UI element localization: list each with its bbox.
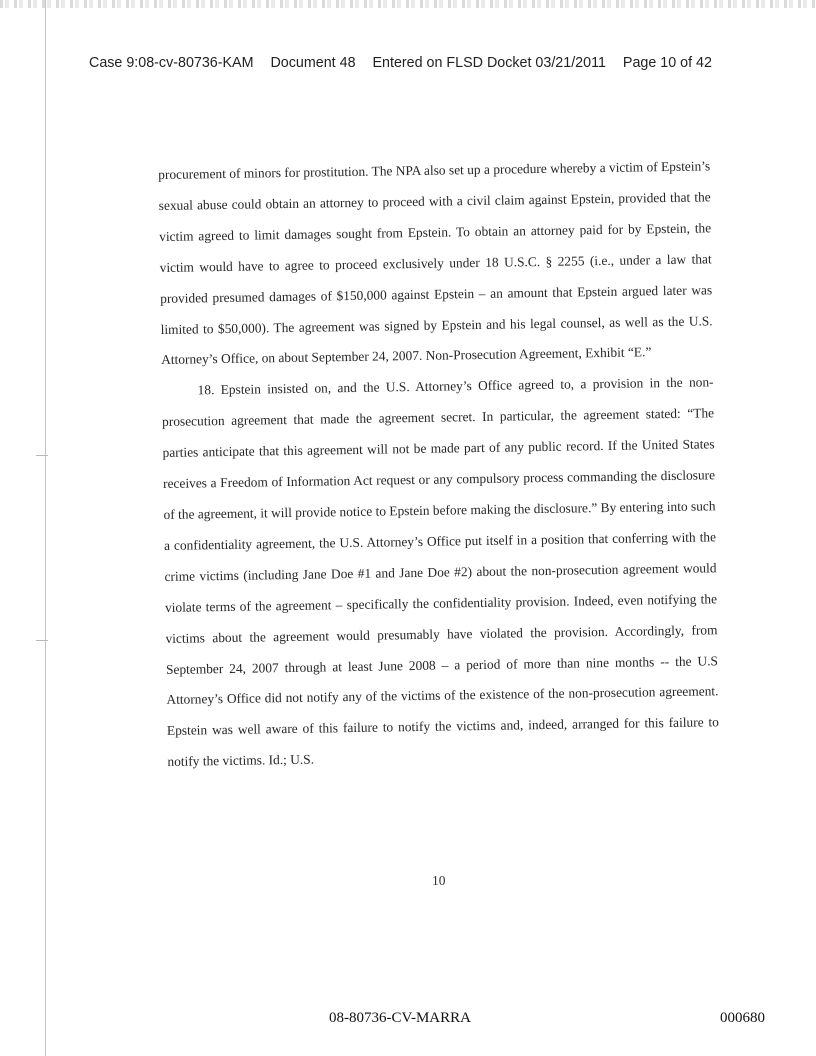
scan-artifact-margin-line bbox=[45, 0, 46, 1056]
header-page-count: Page 10 of 42 bbox=[622, 55, 712, 71]
footer-case-reference: 08-80736-CV-MARRA bbox=[329, 1010, 471, 1026]
scan-artifact-top bbox=[0, 0, 816, 8]
document-body bbox=[158, 151, 720, 778]
footer-bates-number: 000680 bbox=[720, 1010, 765, 1026]
header-entered-date: Entered on FLSD Docket 03/21/2011 bbox=[372, 55, 606, 71]
scan-artifact-mark bbox=[36, 640, 48, 641]
body-paragraph: procurement of minors for prostitution. The NPA also set up a procedure whereby a victim of Epstein’s sexual abuse could obtain an attorney to proceed with a civil claim against Epstein, provided that the victim agreed to limit damages sought from Epstein. To obtain an attorney paid for by Epstein, the victim would have to agree to proceed exclusively under 18 U.S.C. § 2255 (i.e., under a law that provided presumed damages of $150,000 against Epstein – an amount that Epstein argued later was limited to $50,000). The agreement was signed by Epstein and his legal counsel, as well as the U.S. Attorney’s Office, on about September 24, 2007. Non-Prosecution Agreement, Exhibit “E.” bbox=[158, 158, 713, 368]
scan-artifact-mark bbox=[36, 455, 48, 456]
docket-header bbox=[89, 55, 712, 71]
header-case-number: Case 9:08-cv-80736-KAM bbox=[89, 55, 254, 71]
body-paragraph: 18. Epstein insisted on, and the U.S. Attorney’s Office agreed to, a provision in the non-prosecution agreement that made the agreement secret. In particular, the agreement stated: “The parties anticipate that this agreement will not be made part of any public record. If the United States receives a Freedom of Information Act request or any compulsory process commanding the disclosure of the agreement, it will provide notice to Epstein before making the disclosure.” By entering into such a confidentiality agreement, the U.S. Attorney’s Office put itself in a position that conferring with the crime victims (including Jane Doe #1 and Jane Doe #2) about the non-prosecution agreement would violate terms of the agreement – specifically the confidentiality provision. Indeed, even notifying the victims about the agreement would presumably have violated the provision. Accordingly, from September 24, 2007 through at least June 2008 – a period of more than nine months -- the U.S Attorney’s Office did not notify any of the victims of the existence of the non-prosecution agreement. Epstein was well aware of this failure to notify the victims and, indeed, arranged for this failure to notify the victims. Id.; U.S. bbox=[161, 374, 720, 770]
header-document-number: Document 48 bbox=[270, 55, 356, 71]
page-number: 10 bbox=[432, 873, 446, 888]
